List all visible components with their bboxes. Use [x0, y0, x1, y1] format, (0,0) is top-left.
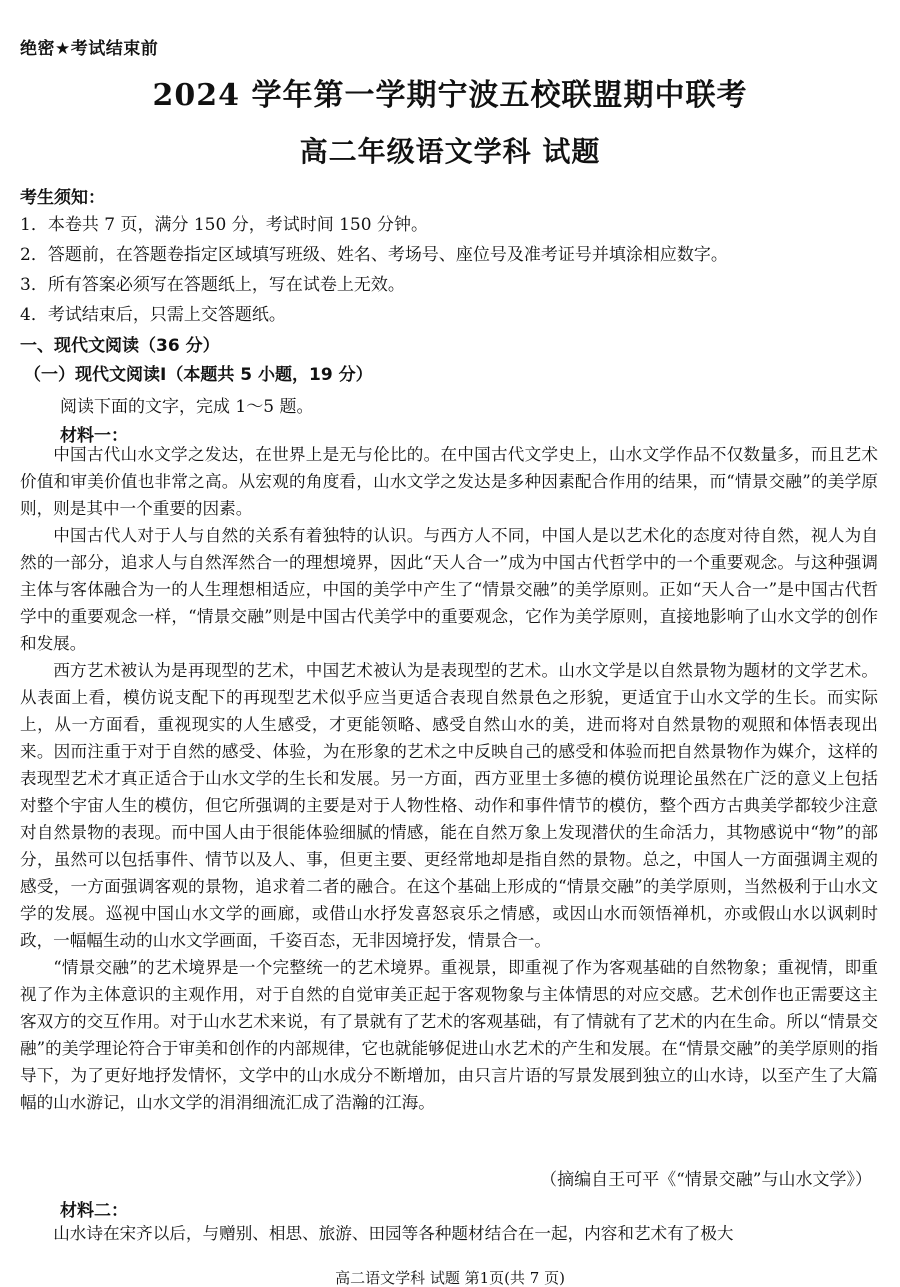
reading-instruction: 阅读下面的文字，完成 1～5 题。	[60, 397, 314, 417]
section-heading: 一、现代文阅读（36 分）	[20, 336, 220, 356]
exam-title: 2024 学年第一学期宁波五校联盟期中联考	[152, 78, 748, 113]
notice-item: 2．答题前，在答题卷指定区域填写班级、姓名、考场号、座位号及准考证号并填涂相应数字。	[20, 245, 728, 265]
notice-list	[20, 210, 880, 330]
material-two-heading: 材料二：	[60, 1201, 128, 1221]
material-one-heading: 材料一：	[60, 426, 128, 446]
page-footer: 高二语文学科 试题 第1页(共 7 页)	[335, 1269, 565, 1287]
exam-subtitle: 高二年级语文学科 试题	[299, 135, 601, 168]
material-one-source: （摘编自王可平《“情景交融”与山水文学》）	[540, 1170, 872, 1190]
notice-heading: 考生须知：	[20, 188, 105, 208]
notice-item: 4．考试结束后，只需上交答题纸。	[20, 305, 286, 325]
confidential-label: 绝密★考试结束前	[20, 39, 159, 59]
material-one-paragraph: 中国古代山水文学之发达，在世界上是无与伦比的。在中国古代文学史上，山水文学作品不仅数量多，而且艺术价值和审美价值也非常之高。从宏观的角度看，山水文学之发达是多种因素配合作用的结果，而“情景交融”的美学原则，则是其中一个重要的因素。	[20, 445, 878, 518]
material-two-body	[20, 1220, 878, 1247]
material-one-paragraph: 中国古代人对于人与自然的关系有着独特的认识。与西方人不同，中国人是以艺术化的态度对待自然，视人为自然的一部分，追求人与自然浑然合一的理想境界，因此“天人合一”成为中国古代哲学中的一个重要观念。与这种强调主体与客体融合为一的人生理想相适应，中国的美学中产生了“情景交融”的美学原则。正如“天人合一”是中国古代哲学中的重要观念一样，“情景交融”则是中国古代美学中的重要观念，它作为美学原则，直接地影响了山水文学的创作和发展。	[20, 526, 878, 653]
material-two-paragraph: 山水诗在宋齐以后，与赠别、相思、旅游、田园等各种题材结合在一起，内容和艺术有了极大	[53, 1224, 734, 1243]
material-one-paragraph: “情景交融”的艺术境界是一个完整统一的艺术境界。重视景，即重视了作为客观基础的自然物象；重视情，即重视了作为主体意识的主观作用，对于自然的自觉审美正起于客观物象与主体情思的对应交感。艺术创作也正需要这主客双方的交互作用。对于山水艺术来说，有了景就有了艺术的客观基础，有了情就有了艺术的内在生命。所以“情景交融”的美学理论符合于审美和创作的内部规律，它也就能够促进山水艺术的产生和发展。在“情景交融”的美学原则的指导下，为了更好地抒发情怀，文学中的山水成分不断增加，由只言片语的写景发展到独立的山水诗，以至产生了大篇幅的山水游记，山水文学的涓涓细流汇成了浩瀚的江海。	[20, 958, 878, 1112]
subsection-heading: （一）现代文阅读Ⅰ（本题共 5 小题，19 分）	[24, 365, 373, 385]
material-one-body	[20, 441, 878, 1116]
notice-item: 3．所有答案必须写在答题纸上，写在试卷上无效。	[20, 275, 405, 295]
notice-item: 1．本卷共 7 页，满分 150 分，考试时间 150 分钟。	[20, 215, 428, 235]
material-one-paragraph: 西方艺术被认为是再现型的艺术，中国艺术被认为是表现型的艺术。山水文学是以自然景物为题材的文学艺术。从表面上看，模仿说支配下的再现型艺术似乎应当更适合表现自然景色之形貌，更适宜于山水文学的生长。而实际上，从一方面看，重视现实的人生感受，才更能领略、感受自然山水的美，进而将对自然景物的观照和体悟表现出来。因而注重于对于自然的感受、体验，为在形象的艺术之中反映自己的感受和体验而把自然景物作为媒介，这样的表现型艺术才真正适合于山水文学的生长和发展。另一方面，西方亚里士多德的模仿说理论虽然在广泛的意义上包括对整个宇宙人生的模仿，但它所强调的主要是对于人物性格、动作和事件情节的模仿，整个西方古典美学都较少注意对自然景物的表现。而中国人由于很能体验细腻的情感，能在自然万象上发现潜伏的生命活力，其物感说中“物”的部分，虽然可以包括事件、情节以及人、事，但更主要、更经常地却是指自然的景物。总之，中国人一方面强调主观的感受，一方面强调客观的景物，追求着二者的融合。在这个基础上形成的“情景交融”的美学原则，当然极利于山水文学的发展。巡视中国山水文学的画廊，或借山水抒发喜怒哀乐之情感，或因山水而领悟禅机，亦或假山水以讽刺时政，一幅幅生动的山水文学画面，千姿百态，无非因境抒发，情景合一。	[20, 661, 878, 950]
